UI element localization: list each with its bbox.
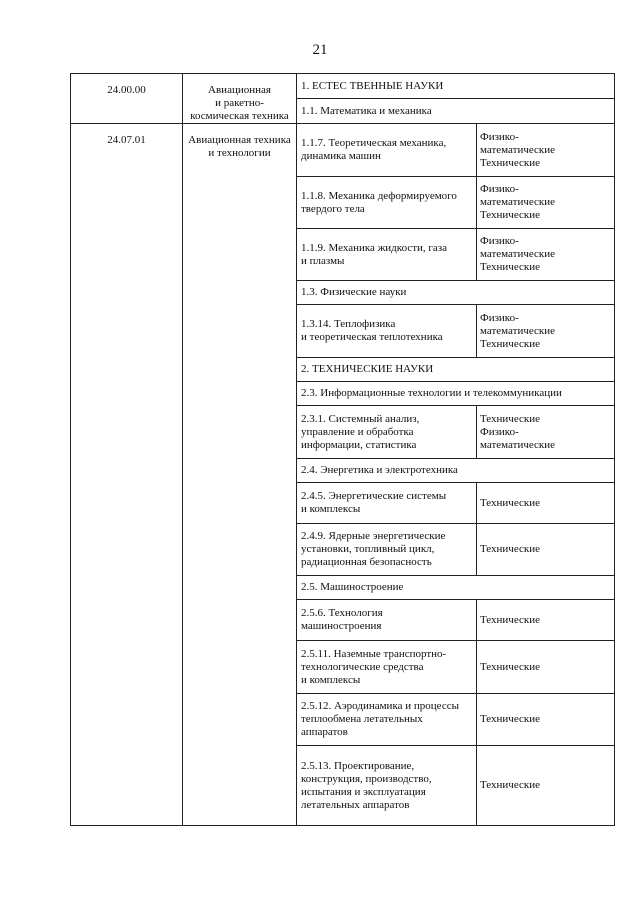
science-branch-cell: Технические xyxy=(477,746,615,826)
specialty-cell: 1.1.8. Механика деформируемого твердого тела xyxy=(297,177,477,229)
specialty-cell: 1.1.7. Теоретическая механика, динамика машин xyxy=(297,124,477,177)
specialty-cell: 2.5.11. Наземные транспортно- технологические средства и комплексы xyxy=(297,641,477,694)
direction-name-cell: Авиационная и ракетно- космическая техника xyxy=(183,74,297,124)
section-heading: 2.5. Машиностроение xyxy=(297,576,615,600)
section-heading: 2.3. Информационные технологии и телекоммуникации xyxy=(297,382,615,406)
section-heading: 1. ЕСТЕС ТВЕННЫЕ НАУКИ xyxy=(297,74,615,99)
science-branch-cell: Физико- математические Технические xyxy=(477,177,615,229)
code-cell: 24.07.01 xyxy=(71,124,183,826)
table-row xyxy=(71,74,615,99)
specialty-cell: 2.4.5. Энергетические системы и комплексы xyxy=(297,483,477,524)
section-heading: 2.4. Энергетика и электротехника xyxy=(297,459,615,483)
science-branch-cell: Технические xyxy=(477,483,615,524)
code-cell: 24.00.00 xyxy=(71,74,183,124)
subsection-heading: 1.1. Математика и механика xyxy=(297,99,615,124)
page-number: 21 xyxy=(312,42,328,58)
section-heading: 1.3. Физические науки xyxy=(297,281,615,305)
specialty-table xyxy=(70,73,615,826)
direction-name-cell: Авиационная техника и технологии xyxy=(183,124,297,826)
specialty-cell: 1.1.9. Механика жидкости, газа и плазмы xyxy=(297,229,477,281)
section-heading: 2. ТЕХНИЧЕСКИЕ НАУКИ xyxy=(297,358,615,382)
science-branch-cell: Технические xyxy=(477,524,615,576)
specialty-cell: 1.3.14. Теплофизика и теоретическая теплотехника xyxy=(297,305,477,358)
science-branch-cell: Технические xyxy=(477,600,615,641)
science-branch-cell: Технические xyxy=(477,641,615,694)
specialty-cell: 2.5.13. Проектирование, конструкция, производство, испытания и эксплуатация летательных аппаратов xyxy=(297,746,477,826)
science-branch-cell: Физико- математические Технические xyxy=(477,305,615,358)
science-branch-cell: Физико- математические Технические xyxy=(477,124,615,177)
science-branch-cell: Физико- математические Технические xyxy=(477,229,615,281)
specialty-cell: 2.5.6. Технология машиностроения xyxy=(297,600,477,641)
table-row xyxy=(71,124,615,177)
science-branch-cell: Технические Физико- математические xyxy=(477,406,615,459)
science-branch-cell: Технические xyxy=(477,694,615,746)
specialty-cell: 2.3.1. Системный анализ, управление и обработка информации, статистика xyxy=(297,406,477,459)
specialty-cell: 2.4.9. Ядерные энергетические установки, топливный цикл, радиационная безопасность xyxy=(297,524,477,576)
specialty-cell: 2.5.12. Аэродинамика и процессы теплообмена летательных аппаратов xyxy=(297,694,477,746)
